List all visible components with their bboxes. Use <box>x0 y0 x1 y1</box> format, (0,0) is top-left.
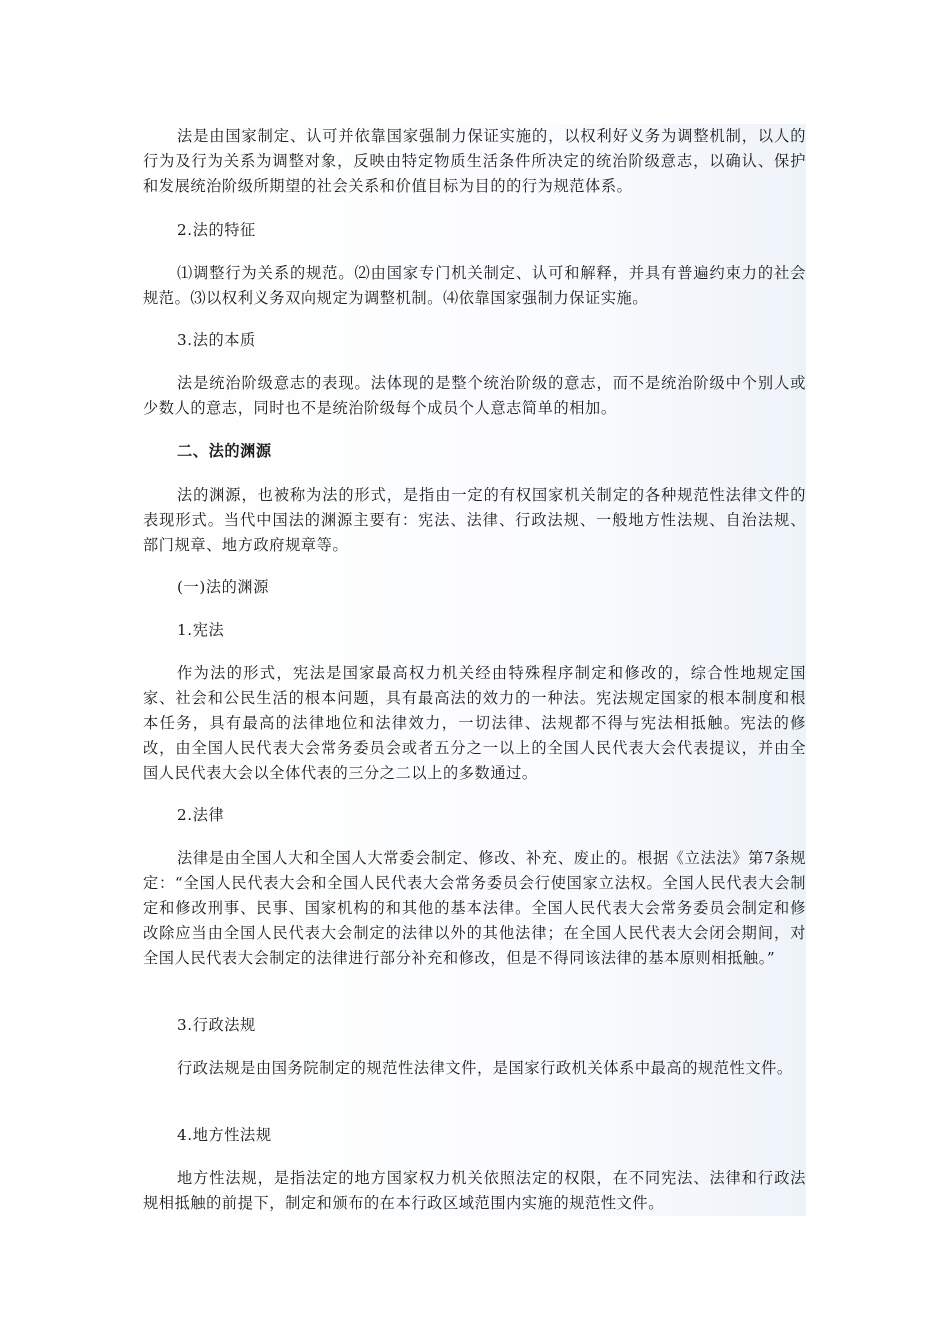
paragraph-definition: 法是由国家制定、认可并依靠国家强制力保证实施的，以权利好义务为调整机制，以人的行为及行为关系为调整对象，反映由特定物质生活条件所决定的统治阶级意志，以确认、保护和发展统治阶级所期望的社会关系和价值目标为目的的行为规范体系。 <box>143 127 806 195</box>
heading-law-essence: 3.法的本质 <box>177 331 256 349</box>
paragraph-constitution: 作为法的形式，宪法是国家最高权力机关经由特殊程序制定和修改的，综合性地规定国家、社会和公民生活的根本问题，具有最高法的效力的一种法。宪法规定国家的根本制度和根本任务，具有最高的法律地位和法律效力，一切法律、法规都不得与宪法相抵触。宪法的修改，由全国人民代表大会常务委员会或者五分之一以上的全国人民代表大会代表提议，并由全国人民代表大会以全体代表的三分之二以上的多数通过。 <box>143 664 806 782</box>
heading-administrative-regulations: 3.行政法规 <box>177 1016 256 1034</box>
subheading-law-sources: (一)法的渊源 <box>177 578 269 596</box>
paragraph-administrative-regulations: 行政法规是由国务院制定的规范性法律文件，是国家行政机关体系中最高的规范性文件。 <box>177 1059 793 1077</box>
heading-local-regulations: 4.地方性法规 <box>177 1126 272 1144</box>
section-heading-law-sources: 二、法的渊源 <box>177 442 272 460</box>
heading-constitution: 1.宪法 <box>177 621 225 639</box>
document-body <box>143 124 806 1216</box>
paragraph-local-regulations: 地方性法规，是指法定的地方国家权力机关依照法定的权限，在不同宪法、法律和行政法规相抵触的前提下，制定和颁布的在本行政区域范围内实施的规范性文件。 <box>143 1169 806 1212</box>
paragraph-law-essence: 法是统治阶级意志的表现。法体现的是整个统治阶级的意志，而不是统治阶级中个别人或少数人的意志，同时也不是统治阶级每个成员个人意志简单的相加。 <box>143 374 806 417</box>
paragraph-law-sources: 法的渊源，也被称为法的形式，是指由一定的有权国家机关制定的各种规范性法律文件的表现形式。当代中国法的渊源主要有：宪法、法律、行政法规、一般地方性法规、自治法规、部门规章、地方政府规章等。 <box>143 486 806 554</box>
heading-law-features: 2.法的特征 <box>177 221 256 239</box>
paragraph-law-features: ⑴调整行为关系的规范。⑵由国家专门机关制定、认可和解释，并具有普遍约束力的社会规范。⑶以权利义务双向规定为调整机制。⑷依靠国家强制力保证实施。 <box>143 264 806 307</box>
paragraph-law: 法律是由全国人大和全国人大常委会制定、修改、补充、废止的。根据《立法法》第7条规定：“全国人民代表大会和全国人民代表大会常务委员会行使国家立法权。全国人民代表大会制定和修改刑事、民事、国家机构的和其他的基本法律。全国人民代表大会常务委员会制定和修改除应当由全国人民代表大会制定的法律以外的其他法律；在全国人民代表大会闭会期间，对全国人民代表大会制定的法律进行部分补充和修改，但是不得同该法律的基本原则相抵触。” <box>143 849 806 967</box>
heading-law: 2.法律 <box>177 806 225 824</box>
